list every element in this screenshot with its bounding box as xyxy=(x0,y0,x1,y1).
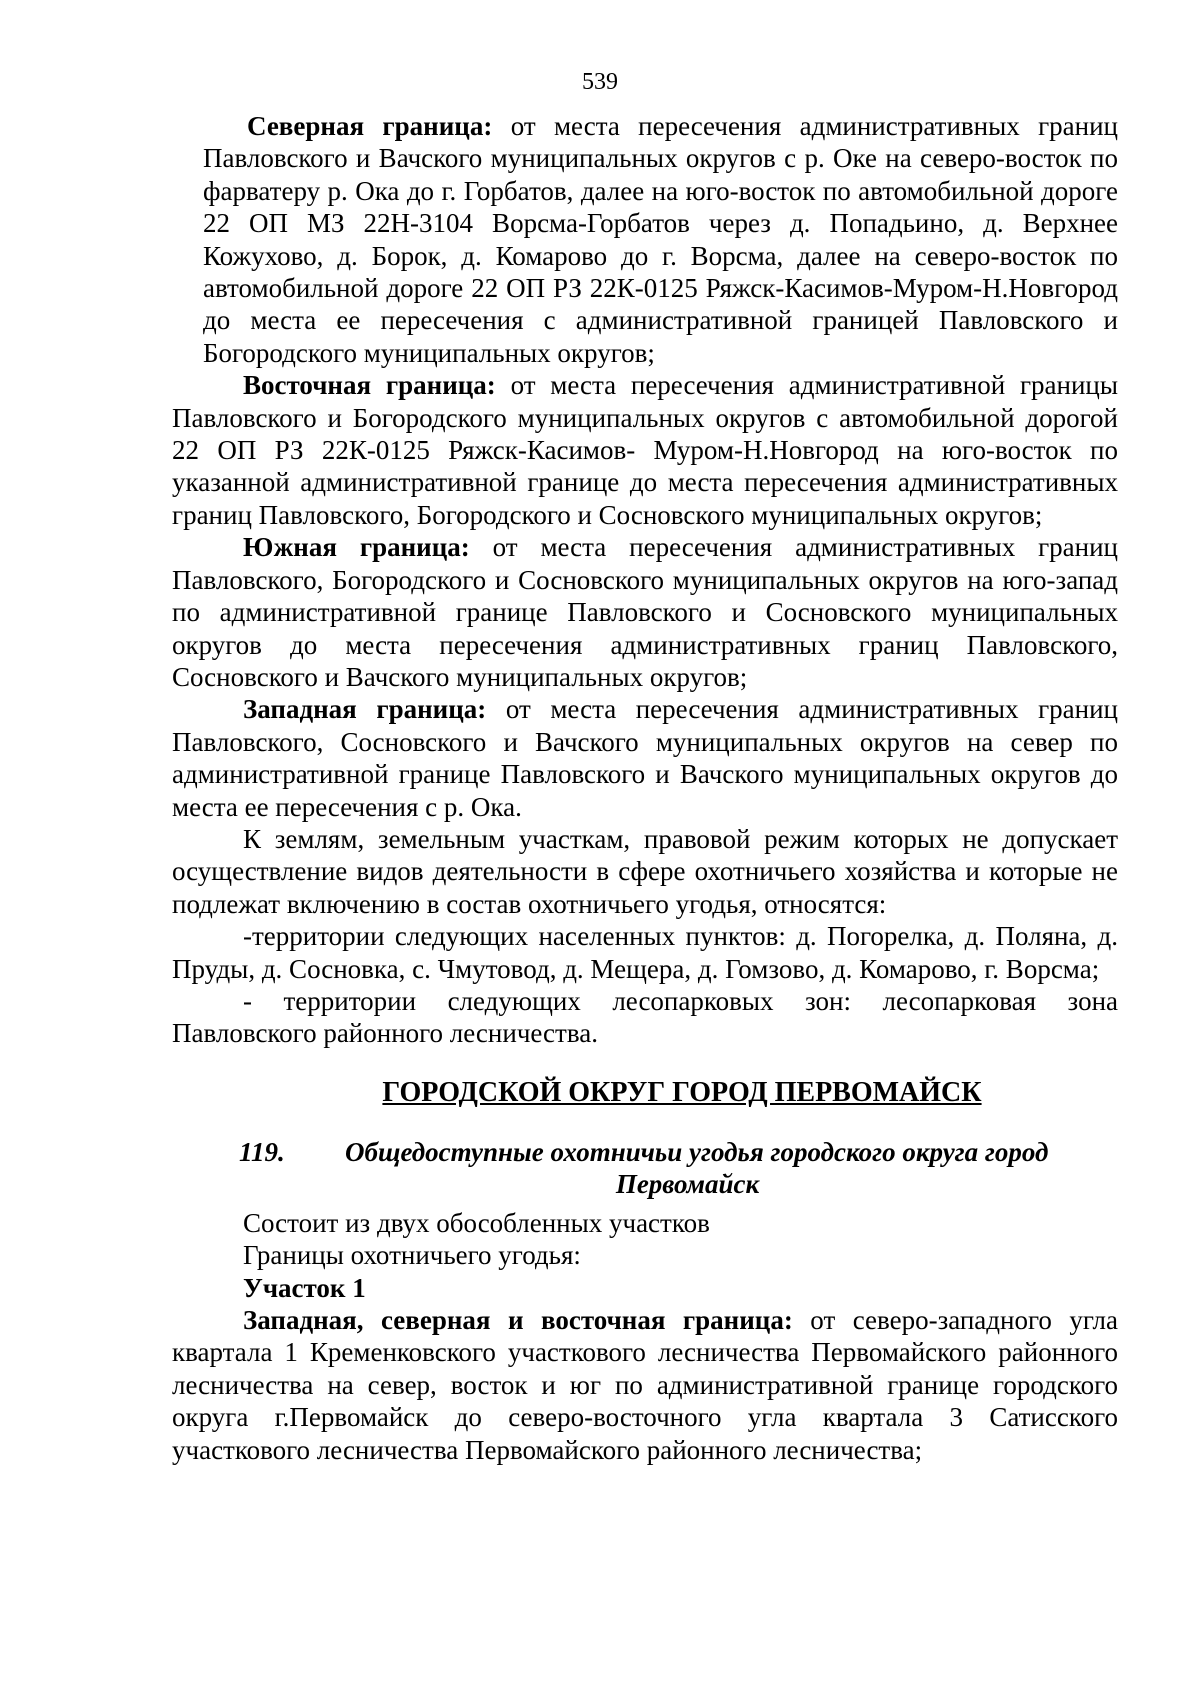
district-heading: ГОРОДСКОЙ ОКРУГ ГОРОД ПЕРВОМАЙСК xyxy=(382,1076,982,1108)
forest-park-paragraph: - территории следующих лесопарковых зон: лесопарковая зона Павловского районного лесничества. xyxy=(172,985,1118,1049)
page-number: 539 xyxy=(582,69,618,95)
east-border-paragraph xyxy=(172,369,1118,531)
north-border-text: от места пересечения административных границ Павловского и Вачского муниципальных округов с р. Оке на северо-восток по фарватеру р. Ока до г. Горбатов, далее на юго-восток по автомобильной дороге 22 ОП МЗ 22Н-3104 Ворсма-Горбатов через д. Попадьино, д. Верхнее Кожухово, д. Борок, д. Комарово до г. Ворсма, далее на северо-восток по автомобильной дороге 22 ОП РЗ 22К-0125 Ряжск-Касимов-Муром-Н.Новгород до места ее пересечения с административной границей Павловского и Богородского муниципальных округов; xyxy=(203,111,1118,368)
east-border-text: от места пересечения административной границы Павловского и Богородского муниципальных округов с автомобильной дорогой 22 ОП РЗ 22К-0125 Ряжск-Касимов- Муром-Н.Новгород на юго-восток по указанной административной границе до места пересечения административных границ Павловского, Богородского и Сосновского муниципальных округов; xyxy=(172,370,1118,530)
south-border-text: от места пересечения административных границ Павловского, Богородского и Сосновского муниципальных округов на юго-запад по административной границе Павловского и Сосновского муниципальных округов до места пересечения административных границ Павловского, Сосновского и Вачского муниципальных округов; xyxy=(172,532,1118,692)
hunting-ground-number: 119. xyxy=(239,1136,285,1167)
hunting-ground-subheading xyxy=(172,1136,1118,1201)
wne-border-text: от северо-западного угла квартала 1 Кременковского участкового лесничества Первомайского районного лесничества на север, восток и юг по административной границе городского округа г.Первомайск до северо-восточного угла квартала 3 Сатисского участкового лесничества Первомайского районного лесничества; xyxy=(172,1305,1118,1465)
east-border-label: Восточная граница: xyxy=(243,370,496,401)
south-border-paragraph xyxy=(172,531,1118,693)
hunting-ground-title-line2: Первомайск xyxy=(615,1168,760,1199)
hunting-ground-title-line1: Общедоступные охотничьи угодья городского округа город xyxy=(345,1136,1049,1167)
consists-line: Состоит из двух обособленных участков xyxy=(243,1207,710,1238)
plot-label: Участок 1 xyxy=(243,1272,366,1303)
document-body xyxy=(172,110,1118,1466)
settlements-paragraph: -территории следующих населенных пунктов: д. Погорелка, д. Поляна, д. Пруды, д. Сосновка, с. Чмутовод, д. Мещера, д. Гомзово, д. Комарово, г. Ворсма; xyxy=(172,921,1118,984)
west-border-label: Западная граница: xyxy=(243,694,487,725)
south-border-label: Южная граница: xyxy=(243,532,470,563)
north-border-label: Северная граница: xyxy=(247,111,493,141)
west-border-text: от места пересечения административных границ Павловского, Сосновского и Вачского муниципальных округов на север по административной границе Павловского и Вачского муниципальных округов до места ее пересечения с р. Ока. xyxy=(172,694,1118,822)
wne-border-paragraph xyxy=(172,1304,1118,1466)
west-border-paragraph xyxy=(172,693,1118,823)
excluded-lands-paragraph: К землям, земельным участкам, правовой режим которых не допускает осуществление видов деятельности в сфере охотничьего хозяйства и которые не подлежат включению в состав охотничьего угодья, относятся: xyxy=(172,823,1118,919)
north-border-paragraph xyxy=(203,110,1118,369)
wne-border-label: Западная, северная и восточная граница: xyxy=(243,1305,793,1335)
borders-line: Границы охотничьего угодья: xyxy=(243,1240,581,1271)
